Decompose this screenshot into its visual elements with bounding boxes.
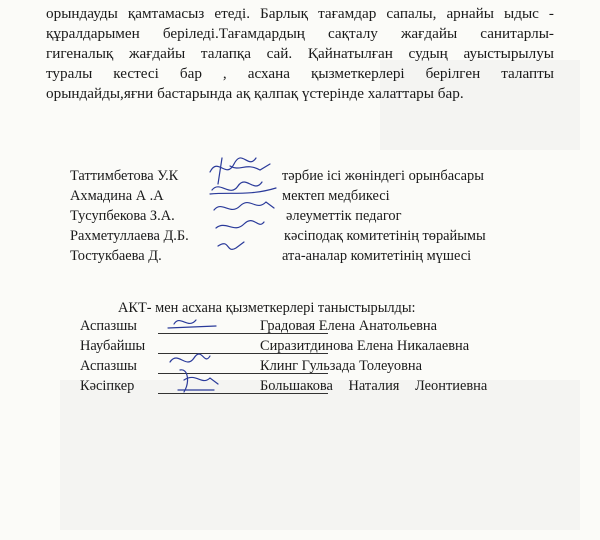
handwritten-signatures [200,150,290,265]
commission-row [70,248,530,268]
commission-row [70,208,530,228]
member-name: Ахмадина А .А [70,188,164,204]
member-name: Тусупбекова З.А. [70,208,175,224]
staff-name: Клинг Гульзада Толеуовна [260,358,422,374]
signature-stroke [168,320,216,328]
member-role: әлеуметтік педагог [286,208,402,224]
signature-stroke [214,202,274,210]
staff-position: Аспазшы [80,318,137,334]
member-role: мектеп медбикесі [282,188,390,204]
signature-stroke [210,158,270,184]
paragraph-line: орындауды қамтамасыз етеді. Барлық тағамдар сапалы, арнайы ыдыс - [46,5,554,22]
act-paragraph [46,4,554,104]
paragraph-line: орындайды,яғни бастарында ақ қалпақ үстерінде халаттары бар. [46,85,464,102]
commission-row [70,188,530,208]
commission-signatures [70,168,530,268]
member-name: Тостукбаева Д. [70,248,162,264]
acknowledgement-title: АКТ- мен асхана қызметкерлері таныстырылды: [118,300,416,316]
commission-row [70,168,530,188]
staff-position: Наубайшы [80,338,146,354]
staff-name: Градовая Елена Анатольевна [260,318,437,334]
signature-stroke [218,242,244,249]
staff-position: Кәсіпкер [80,378,135,394]
member-name: Рахметуллаева Д.Б. [70,228,189,244]
staff-name: Большакова Наталия Леонтиевна [260,378,488,394]
signature-stroke [178,370,218,392]
staff-handwritten-signatures [150,310,240,400]
member-role: тәрбие ісі жөніндегі орынбасары [282,168,484,184]
paragraph-line: туралы кестесі бар , асхана қызметкерлері берілген талапты [46,65,554,82]
signature-stroke [210,182,276,194]
paragraph-line: құралдарымен беріледі.Тағамдардың сақталу жағдайы санитарлы- [46,25,554,42]
paragraph-line: гигеналық жағдайы талапқа сай. Қайнатылған судың ауыстырылуы [46,45,554,62]
member-name: Таттимбетова У.К [70,168,179,184]
commission-row [70,228,530,248]
signature-stroke [170,354,210,362]
staff-position: Аспазшы [80,358,137,374]
scan-shadow [60,380,580,530]
signature-stroke [216,221,264,228]
member-role: кәсіподақ комитетінің төрайымы [284,228,486,244]
member-role: ата-аналар комитетінің мүшесі [282,248,472,264]
staff-name: Сиразитдинова Елена Никалаевна [260,338,470,354]
